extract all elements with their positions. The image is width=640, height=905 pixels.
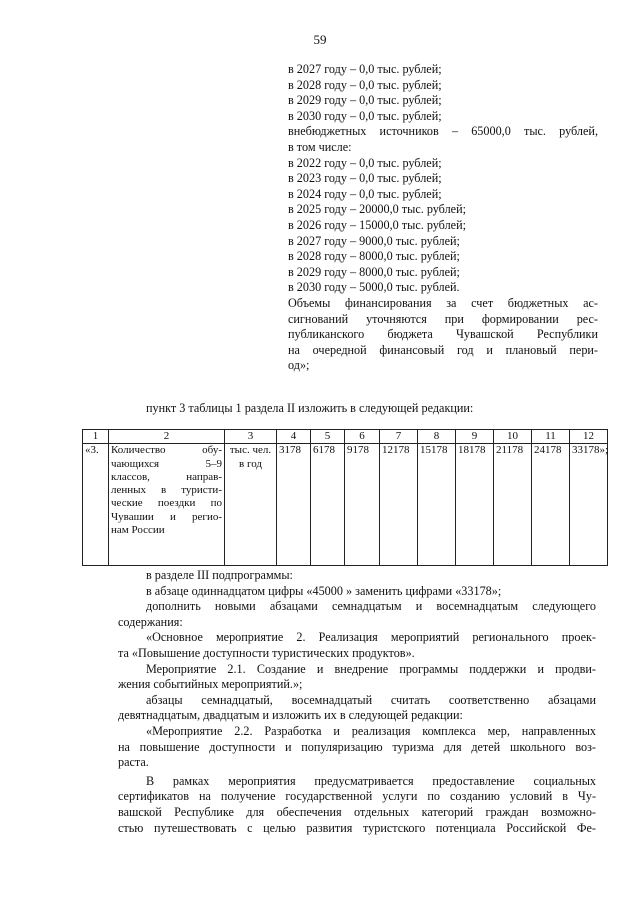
text-line: в 2022 году – 0,0 тыс. рублей;: [288, 155, 442, 170]
text-line: в 2030 году – 5000,0 тыс. рублей.: [288, 280, 460, 295]
paragraph-line: В рамках мероприятия предусматривается предоставление социальных: [146, 773, 596, 788]
indicator-name-line: ленных в туристи-: [111, 484, 222, 497]
text-line: на очередной финансовый год и плановый пери-: [288, 342, 598, 357]
value-cell: 3178: [277, 444, 311, 566]
indicator-name-line: чающихся 5–9: [111, 457, 222, 470]
header-cell: 7: [380, 430, 418, 444]
text-line: в 2026 году – 15000,0 тыс. рублей;: [288, 217, 466, 232]
paragraph-line: в абзаце одиннадцатом цифры «45000 » заменить цифрами «33178»;: [146, 583, 502, 598]
value-cell: 6178: [311, 444, 345, 566]
text-line: в 2029 году – 8000,0 тыс. рублей;: [288, 264, 460, 279]
header-cell: 6: [345, 430, 380, 444]
indicator-name-line: Чувашии и регио-: [111, 510, 222, 523]
paragraph-line: девятнадцатым, двадцатым и изложить их в следующей редакции:: [118, 708, 463, 723]
indicator-name-line: ческие поездки по: [111, 497, 222, 510]
indicator-name-line: Количество обу-: [111, 444, 222, 457]
value-cell: 24178: [532, 444, 570, 566]
text-line: в 2028 году – 0,0 тыс. рублей;: [288, 77, 442, 92]
header-cell: 2: [109, 430, 225, 444]
paragraph-line: на повышение доступности и популяризацию туризма для детей школьного воз-: [118, 739, 596, 754]
text-line: в 2025 году – 20000,0 тыс. рублей;: [288, 202, 466, 217]
text-line: в 2023 году – 0,0 тыс. рублей;: [288, 171, 442, 186]
header-cell: 12: [570, 430, 608, 444]
header-cell: 9: [456, 430, 494, 444]
unit-line: тыс. чел.: [229, 444, 272, 457]
unit-cell: [225, 444, 277, 566]
value-cell: 9178: [345, 444, 380, 566]
paragraph-line: «Мероприятие 2.2. Разработка и реализация комплекса мер, направленных: [146, 723, 596, 738]
value-cell: 21178: [494, 444, 532, 566]
text-line: публиканского бюджета Чувашской Республики: [288, 327, 598, 342]
header-cell: 11: [532, 430, 570, 444]
paragraph-line: «Основное мероприятие 2. Реализация мероприятий регионального проек-: [146, 630, 596, 645]
indicator-table: [82, 429, 608, 566]
value-cell: 33178»;: [570, 444, 608, 566]
text-line: в 2027 году – 0,0 тыс. рублей;: [288, 62, 442, 76]
indicator-name: [109, 444, 225, 566]
text-line: внебюджетных источников – 65000,0 тыс. рублей,: [288, 124, 598, 139]
paragraph-line: стью путешествовать с целью развития туристского потенциала Российской Фе-: [118, 820, 596, 835]
text-line: од»;: [288, 358, 310, 373]
value-cell: 12178: [380, 444, 418, 566]
paragraph-line: жения событийных мероприятий.»;: [118, 677, 303, 692]
value-cell: 15178: [418, 444, 456, 566]
header-cell: 5: [311, 430, 345, 444]
table-header-row: [83, 430, 608, 444]
paragraph-line: в разделе III подпрограммы:: [146, 568, 293, 582]
header-cell: 4: [277, 430, 311, 444]
header-cell: 10: [494, 430, 532, 444]
indicator-name-line: классов, направ-: [111, 470, 222, 483]
text-line: в 2027 году – 9000,0 тыс. рублей;: [288, 233, 460, 248]
paragraph-line: содержания:: [118, 614, 183, 629]
row-number: «3.: [83, 444, 109, 566]
paragraph-line: абзацы семнадцатый, восемнадцатый считать соответственно абзацами: [146, 692, 596, 707]
paragraph-line: раста.: [118, 755, 149, 770]
paragraph-line: вашской Республике для обеспечения отдельных категорий граждан возможно-: [118, 804, 596, 819]
paragraph-line: сертификатов на получение государственной услуги по созданию условий в Чу-: [118, 789, 596, 804]
paragraph-line: дополнить новыми абзацами семнадцатым и восемнадцатым следующего: [146, 599, 596, 614]
unit-line: в год: [239, 457, 262, 470]
header-cell: 1: [83, 430, 109, 444]
text-line: в 2029 году – 0,0 тыс. рублей;: [288, 93, 442, 108]
text-line: в том числе:: [288, 139, 352, 154]
indicator-name-line: нам России: [111, 524, 165, 537]
financing-column: [288, 62, 598, 374]
paragraph-line: та «Повышение доступности туристических продуктов».: [118, 645, 415, 660]
text-line: в 2028 году – 8000,0 тыс. рублей;: [288, 249, 460, 264]
body-text: [118, 568, 596, 836]
text-line: Объемы финансирования за счет бюджетных ас-: [288, 295, 598, 310]
paragraph-line: Мероприятие 2.1. Создание и внедрение программы поддержки и продви-: [146, 661, 596, 676]
header-cell: 8: [418, 430, 456, 444]
table-row: [83, 444, 608, 566]
page-number: 59: [313, 32, 327, 47]
table-intro: пункт 3 таблицы 1 раздела II изложить в следующей редакции:: [146, 401, 474, 415]
text-line: сигнований уточняются при формировании рес-: [288, 311, 598, 326]
text-line: в 2030 году – 0,0 тыс. рублей;: [288, 108, 442, 123]
value-cell: 18178: [456, 444, 494, 566]
header-cell: 3: [225, 430, 277, 444]
text-line: в 2024 году – 0,0 тыс. рублей;: [288, 186, 442, 201]
